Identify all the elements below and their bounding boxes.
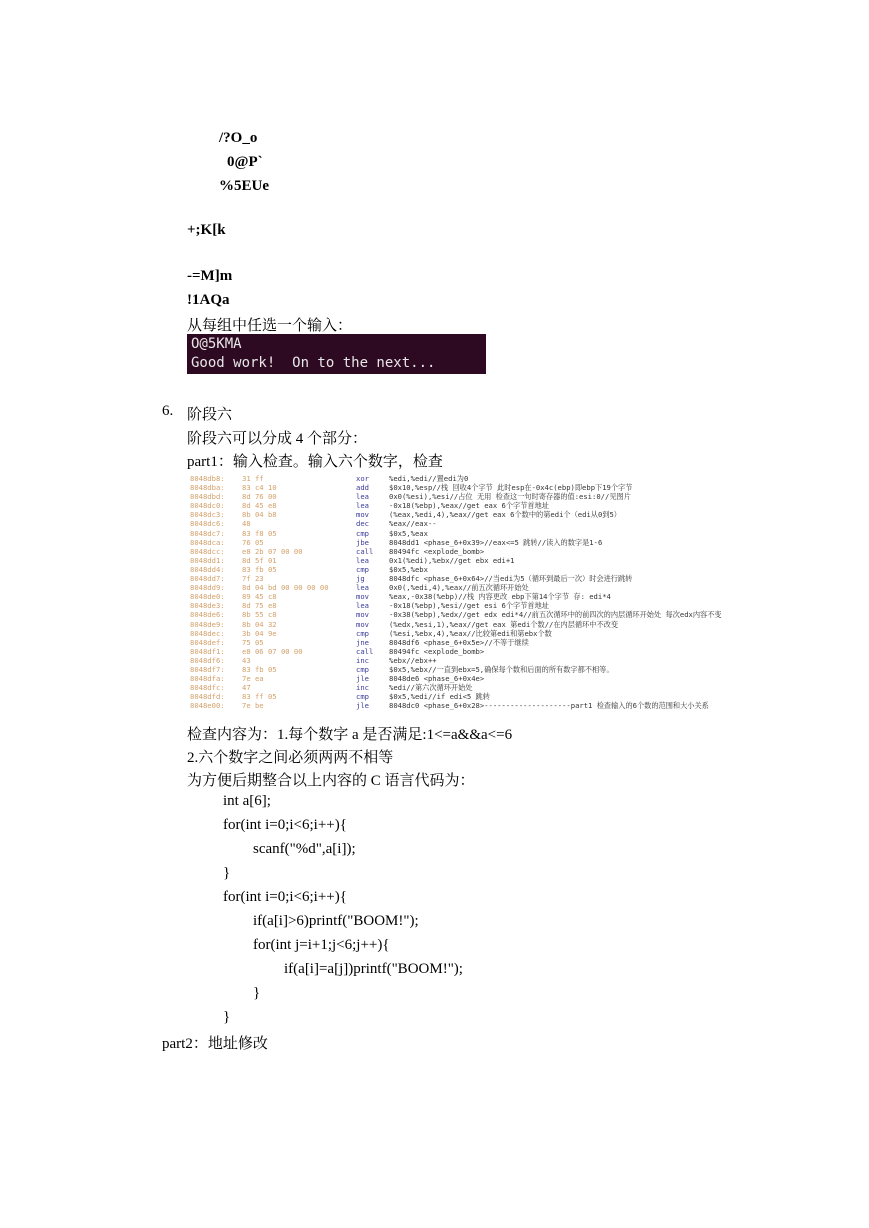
asm-row <box>190 665 820 674</box>
asm-mnemonic: jg <box>356 574 365 584</box>
asm-mnemonic: jne <box>356 637 369 647</box>
asm-bytes: 7f 23 <box>242 574 264 584</box>
asm-mnemonic: lea <box>356 601 369 611</box>
asm-mnemonic: call <box>356 546 374 556</box>
terminal-result-line: Good work! On to the next... <box>191 355 436 371</box>
asm-row <box>190 620 820 629</box>
asm-operands: (%esi,%ebx,4),%eax//比较第edi和第ebx个数 <box>389 628 552 638</box>
asm-mnemonic: cmp <box>356 692 369 702</box>
asm-mnemonic: dec <box>356 519 369 529</box>
check-line-1: 检查内容为：1.每个数字 a 是否满足:1<=a&&a<=6 <box>187 727 513 743</box>
asm-address: 8048dd7: <box>190 574 225 584</box>
asm-bytes: 3b 04 9e <box>242 628 277 638</box>
asm-mnemonic: mov <box>356 510 369 520</box>
asm-row <box>190 565 820 574</box>
asm-bytes: 47 <box>242 683 251 693</box>
section-intro: 阶段六可以分成 4 个部分： <box>187 431 368 447</box>
asm-operands: 8048dd1 <phase_6+0x39>//eax<=5 跳转//读入的数字是1-6 <box>389 537 603 547</box>
asm-row <box>190 692 820 701</box>
asm-row <box>190 547 820 556</box>
asm-row <box>190 510 820 519</box>
asm-operands: 80494fc <explode_bomb> <box>389 546 485 556</box>
asm-bytes: 8d 5f 01 <box>242 555 277 565</box>
asm-address: 8048dbd: <box>190 492 225 502</box>
code-line-10: } <box>223 1009 231 1025</box>
asm-operands: $0x5,%ebx//一直到ebx=5,确保每个数和后面的所有数字都不相等。 <box>389 664 614 674</box>
section-title: 阶段六 <box>187 407 233 423</box>
asm-bytes: 8d 76 00 <box>242 492 277 502</box>
asm-address: 8048db8: <box>190 474 225 483</box>
assembly-listing <box>190 474 820 710</box>
asm-row <box>190 529 820 538</box>
asm-address: 8048df1: <box>190 646 225 656</box>
asm-mnemonic: jle <box>356 701 369 711</box>
asm-address: 8048df6: <box>190 655 225 665</box>
asm-bytes: 83 c4 10 <box>242 483 277 493</box>
asm-operands: %edi,%edi//置edi为0 <box>389 474 469 483</box>
asm-operands: 8048dfc <phase_6+0x64>//当edi为5（循环到最后一次）时会进行跳转 <box>389 574 633 584</box>
asm-bytes: 7e ea <box>242 674 264 684</box>
code-line-1: int a[6]; <box>223 793 271 809</box>
asm-bytes: 8b 55 c8 <box>242 610 277 620</box>
code-line-4: } <box>223 865 231 881</box>
asm-row <box>190 683 820 692</box>
asm-bytes: 43 <box>242 655 251 665</box>
asm-bytes: 83 f8 05 <box>242 528 277 538</box>
asm-operands: $0x5,%edi//if edi<5 跳转 <box>389 692 490 702</box>
asm-bytes: 48 <box>242 519 251 529</box>
asm-row <box>190 492 820 501</box>
code-line-7: for(int j=i+1;j<6;j++){ <box>253 937 390 953</box>
asm-address: 8048de6: <box>190 610 225 620</box>
asm-bytes: 8d 04 bd 00 00 00 00 <box>242 583 329 593</box>
asm-mnemonic: mov <box>356 592 369 602</box>
asm-address: 8048dd4: <box>190 564 225 574</box>
terminal-output <box>187 334 486 374</box>
asm-address: 8048de0: <box>190 592 225 602</box>
asm-operands: %eax//eax-- <box>389 519 437 529</box>
asm-address: 8048dfa: <box>190 674 225 684</box>
asm-operands: 8048de6 <phase_6+0x4e> <box>389 674 485 684</box>
asm-operands: -0x18(%ebp),%eax//get eax 6个字节首地址 <box>389 501 549 511</box>
asm-row <box>190 574 820 583</box>
asm-mnemonic: mov <box>356 610 369 620</box>
code-line-3: scanf("%d",a[i]); <box>253 841 356 857</box>
option-line-5: -=M]m <box>187 268 233 284</box>
asm-mnemonic: jle <box>356 674 369 684</box>
asm-bytes: 83 ff 05 <box>242 692 277 702</box>
check-line-2: 2.六个数字之间必须两两不相等 <box>187 750 394 766</box>
asm-mnemonic: mov <box>356 619 369 629</box>
asm-row <box>190 674 820 683</box>
asm-mnemonic: lea <box>356 501 369 511</box>
asm-mnemonic: add <box>356 483 369 493</box>
asm-operands: 80494fc <explode_bomb> <box>389 646 485 656</box>
asm-bytes: e8 06 07 00 00 <box>242 646 303 656</box>
check-line-3: 为方便后期整合以上内容的 C 语言代码为： <box>187 773 475 789</box>
asm-address: 8048dfc: <box>190 683 225 693</box>
asm-address: 8048dcc: <box>190 546 225 556</box>
asm-row <box>190 701 820 710</box>
asm-bytes: 31 ff <box>242 474 264 483</box>
asm-mnemonic: cmp <box>356 564 369 574</box>
asm-mnemonic: inc <box>356 683 369 693</box>
asm-row <box>190 474 820 483</box>
code-line-8: if(a[i]=a[j])printf("BOOM!"); <box>284 961 463 977</box>
asm-operands: $0x5,%ebx <box>389 564 428 574</box>
asm-mnemonic: lea <box>356 583 369 593</box>
asm-mnemonic: inc <box>356 655 369 665</box>
asm-operands: 8048dc0 <phase_6+0x28>--------------------part1 检查输入的6个数的范围和大小关系 <box>389 701 709 711</box>
asm-row <box>190 592 820 601</box>
asm-address: 8048df7: <box>190 664 225 674</box>
asm-mnemonic: cmp <box>356 528 369 538</box>
code-line-5: for(int i=0;i<6;i++){ <box>223 889 347 905</box>
asm-row <box>190 629 820 638</box>
choose-instruction: 从每组中任选一个输入： <box>187 318 353 334</box>
asm-row <box>190 583 820 592</box>
asm-operands: 0x0(,%edi,4),%eax//前五次循环开始处 <box>389 583 529 593</box>
asm-bytes: 83 fb 05 <box>242 664 277 674</box>
asm-row <box>190 638 820 647</box>
option-line-4: +;K[k <box>187 222 226 238</box>
asm-address: 8048de3: <box>190 601 225 611</box>
asm-bytes: 76 05 <box>242 537 264 547</box>
asm-address: 8048dec: <box>190 628 225 638</box>
asm-row <box>190 656 820 665</box>
asm-bytes: 75 05 <box>242 637 264 647</box>
asm-bytes: 83 fb 05 <box>242 564 277 574</box>
asm-row <box>190 610 820 619</box>
asm-operands: -0x18(%ebp),%esi//get esi 6个字节首地址 <box>389 601 549 611</box>
asm-operands: %edi//第六次循环开始处 <box>389 683 473 693</box>
asm-row <box>190 556 820 565</box>
option-line-1: /?O_o <box>219 130 258 146</box>
asm-operands: 8048df6 <phase_6+0x5e>//不等于继续 <box>389 637 529 647</box>
asm-row <box>190 501 820 510</box>
asm-address: 8048dc3: <box>190 510 225 520</box>
asm-mnemonic: lea <box>356 555 369 565</box>
asm-address: 8048dba: <box>190 483 225 493</box>
asm-address: 8048dc0: <box>190 501 225 511</box>
option-line-6: !1AQa <box>187 292 230 308</box>
asm-bytes: 89 45 c8 <box>242 592 277 602</box>
code-line-2: for(int i=0;i<6;i++){ <box>223 817 347 833</box>
asm-address: 8048dd9: <box>190 583 225 593</box>
section-number: 6. <box>162 403 174 419</box>
option-line-2: 0@P` <box>227 154 263 170</box>
asm-row <box>190 483 820 492</box>
asm-row <box>190 519 820 528</box>
asm-operands: $0x10,%esp//栈 回收4个字节 此时esp在-0x4c(ebp)即ebp下19个字节 <box>389 483 633 493</box>
asm-bytes: 8b 04 32 <box>242 619 277 629</box>
asm-address: 8048dc6: <box>190 519 225 529</box>
code-line-6: if(a[i]>6)printf("BOOM!"); <box>253 913 419 929</box>
asm-address: 8048dfd: <box>190 692 225 702</box>
part2-title: part2：地址修改 <box>162 1036 268 1052</box>
asm-bytes: 7e be <box>242 701 264 711</box>
asm-address: 8048dca: <box>190 537 225 547</box>
asm-row <box>190 538 820 547</box>
asm-address: 8048def: <box>190 637 225 647</box>
asm-address: 8048dc7: <box>190 528 225 538</box>
asm-bytes: e8 2b 07 00 00 <box>242 546 303 556</box>
asm-address: 8048e00: <box>190 701 225 711</box>
asm-row <box>190 647 820 656</box>
asm-mnemonic: jbe <box>356 537 369 547</box>
asm-operands: (%edx,%esi,1),%eax//get eax 第edi个数//在内层循环中不改变 <box>389 619 619 629</box>
asm-mnemonic: cmp <box>356 628 369 638</box>
asm-operands: 0x1(%edi),%ebx//get ebx edi+1 <box>389 555 515 565</box>
asm-bytes: 8b 04 b8 <box>242 510 277 520</box>
code-line-9: } <box>253 985 261 1001</box>
terminal-input-line: O@5KMA <box>191 336 242 352</box>
asm-bytes: 8d 45 e8 <box>242 501 277 511</box>
asm-operands: %ebx//ebx++ <box>389 655 437 665</box>
asm-mnemonic: lea <box>356 492 369 502</box>
asm-operands: 0x0(%esi),%esi//占位 无用 检查这一句时寄存器的值:esi:0//见图片 <box>389 492 631 502</box>
asm-address: 8048dd1: <box>190 555 225 565</box>
option-line-3: %5EUe <box>219 178 269 194</box>
asm-operands: %eax,-0x38(%ebp)//栈 内容更改 ebp下第14个字节 存: edi*4 <box>389 592 611 602</box>
asm-operands: (%eax,%edi,4),%eax//get eax 6个数中的第edi个（edi从0到5） <box>389 510 621 520</box>
asm-operands: $0x5,%eax <box>389 528 428 538</box>
asm-mnemonic: call <box>356 646 374 656</box>
asm-mnemonic: cmp <box>356 664 369 674</box>
asm-row <box>190 601 820 610</box>
asm-operands: -0x38(%ebp),%edx//get edx edi*4//前五次循环中的前四次的内层循环开始处 每次edx内容不变 <box>389 610 722 620</box>
asm-mnemonic: xor <box>356 474 369 483</box>
asm-address: 8048de9: <box>190 619 225 629</box>
part1-title: part1：输入检查。输入六个数字，检查 <box>187 454 443 470</box>
asm-bytes: 8d 75 e8 <box>242 601 277 611</box>
